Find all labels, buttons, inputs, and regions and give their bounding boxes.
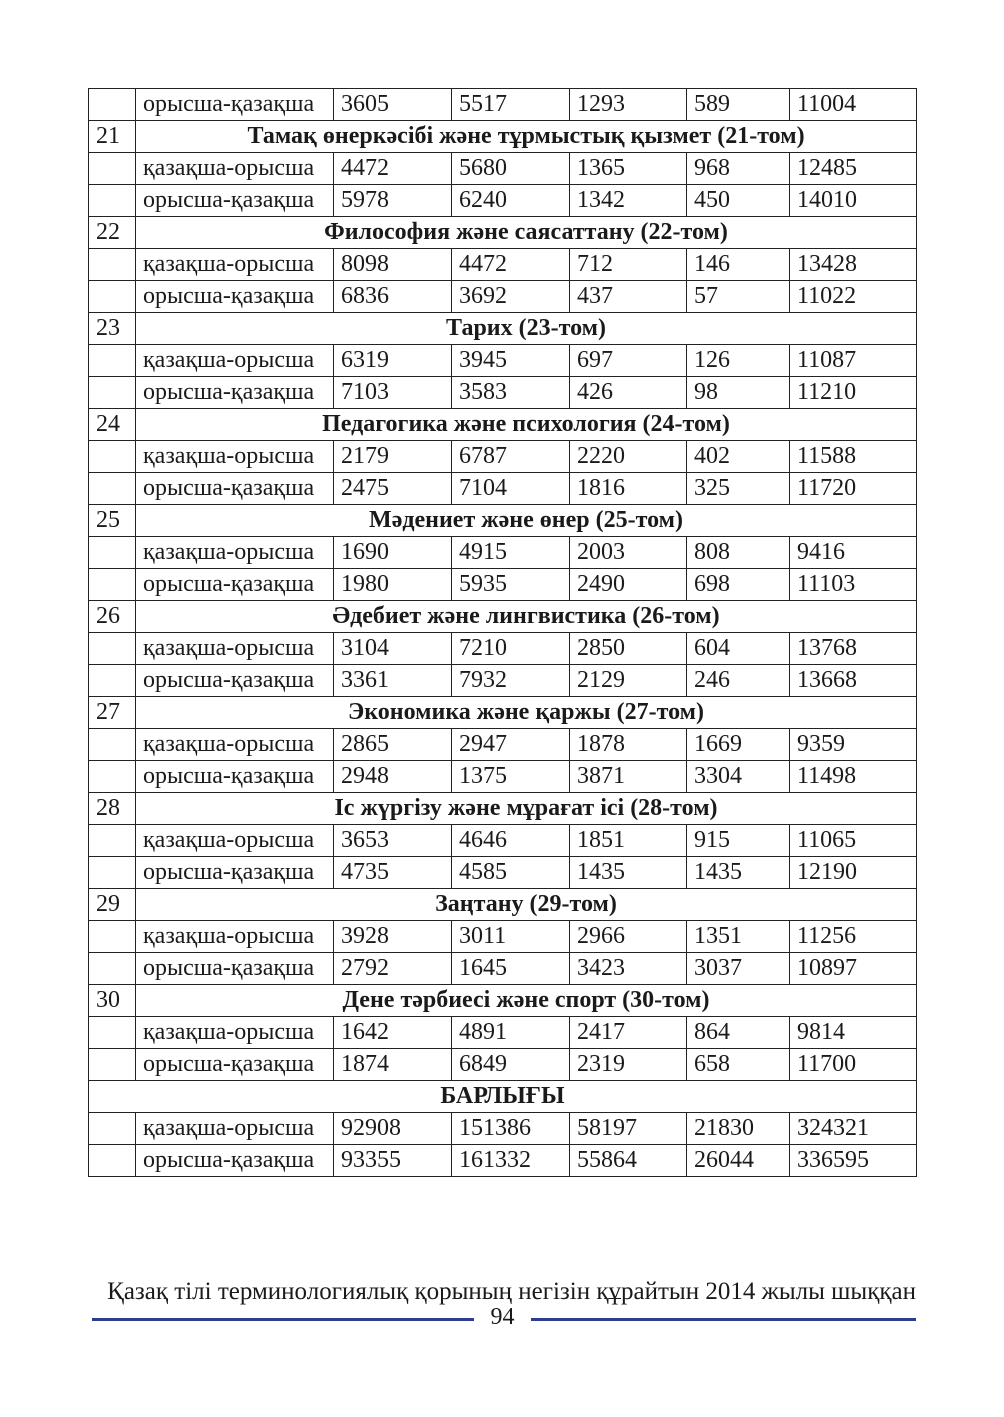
direction-cell: орысша-қазақша — [136, 569, 334, 601]
direction-cell: орысша-қазақша — [136, 1049, 334, 1081]
section-header-row — [89, 601, 917, 633]
section-number: 24 — [89, 409, 136, 441]
value-cell: 58197 — [570, 1113, 687, 1145]
row-number-cell — [89, 537, 136, 569]
table-row — [89, 185, 917, 217]
value-cell: 4915 — [452, 537, 570, 569]
value-cell: 11210 — [790, 377, 917, 409]
value-cell: 324321 — [790, 1113, 917, 1145]
value-cell: 14010 — [790, 185, 917, 217]
table-row — [89, 537, 917, 569]
value-cell: 1435 — [570, 857, 687, 889]
table-row — [89, 153, 917, 185]
row-number-cell — [89, 921, 136, 953]
value-cell: 589 — [687, 89, 790, 121]
value-cell: 1645 — [452, 953, 570, 985]
section-title: Тарих (23-том) — [136, 313, 917, 345]
table-body — [89, 89, 917, 1177]
direction-cell: орысша-қазақша — [136, 857, 334, 889]
row-number-cell — [89, 377, 136, 409]
value-cell: 4891 — [452, 1017, 570, 1049]
value-cell: 11700 — [790, 1049, 917, 1081]
section-number: 21 — [89, 121, 136, 153]
value-cell: 3423 — [570, 953, 687, 985]
value-cell: 712 — [570, 249, 687, 281]
value-cell: 246 — [687, 665, 790, 697]
direction-cell: қазақша-орысша — [136, 1017, 334, 1049]
value-cell: 11588 — [790, 441, 917, 473]
value-cell: 915 — [687, 825, 790, 857]
table-row — [89, 1145, 917, 1177]
section-title: Философия және саясаттану (22-том) — [136, 217, 917, 249]
direction-cell: қазақша-орысша — [136, 153, 334, 185]
direction-cell: орысша-қазақша — [136, 473, 334, 505]
value-cell: 2948 — [334, 761, 452, 793]
table-row — [89, 953, 917, 985]
value-cell: 7104 — [452, 473, 570, 505]
direction-cell: қазақша-орысша — [136, 921, 334, 953]
value-cell: 437 — [570, 281, 687, 313]
value-cell: 6849 — [452, 1049, 570, 1081]
row-number-cell — [89, 1113, 136, 1145]
value-cell: 9416 — [790, 537, 917, 569]
value-cell: 2319 — [570, 1049, 687, 1081]
value-cell: 3692 — [452, 281, 570, 313]
value-cell: 57 — [687, 281, 790, 313]
row-number-cell — [89, 249, 136, 281]
value-cell: 426 — [570, 377, 687, 409]
section-title: Дене тәрбиесі және спорт (30-том) — [136, 985, 917, 1017]
section-title: Тамақ өнеркәсібі және тұрмыстық қызмет (21-том) — [136, 121, 917, 153]
value-cell: 2490 — [570, 569, 687, 601]
value-cell: 11004 — [790, 89, 917, 121]
section-title: Мәдениет және өнер (25-том) — [136, 505, 917, 537]
value-cell: 2417 — [570, 1017, 687, 1049]
value-cell: 93355 — [334, 1145, 452, 1177]
value-cell: 1342 — [570, 185, 687, 217]
value-cell: 4646 — [452, 825, 570, 857]
value-cell: 11256 — [790, 921, 917, 953]
value-cell: 1874 — [334, 1049, 452, 1081]
direction-cell: қазақша-орысша — [136, 825, 334, 857]
value-cell: 1690 — [334, 537, 452, 569]
table-row — [89, 761, 917, 793]
value-cell: 9359 — [790, 729, 917, 761]
section-title: Әдебиет және лингвистика (26-том) — [136, 601, 917, 633]
value-cell: 1365 — [570, 153, 687, 185]
value-cell: 5935 — [452, 569, 570, 601]
value-cell: 13428 — [790, 249, 917, 281]
row-number-cell — [89, 345, 136, 377]
table-row — [89, 857, 917, 889]
section-header-row — [89, 697, 917, 729]
direction-cell: қазақша-орысша — [136, 537, 334, 569]
value-cell: 5680 — [452, 153, 570, 185]
value-cell: 11498 — [790, 761, 917, 793]
section-title: Экономика және қаржы (27-том) — [136, 697, 917, 729]
direction-cell: орысша-қазақша — [136, 665, 334, 697]
total-title: БАРЛЫҒЫ — [89, 1081, 917, 1113]
table-row — [89, 633, 917, 665]
table-row — [89, 825, 917, 857]
row-number-cell — [89, 825, 136, 857]
direction-cell: қазақша-орысша — [136, 345, 334, 377]
section-header-row — [89, 985, 917, 1017]
value-cell: 402 — [687, 441, 790, 473]
value-cell: 2179 — [334, 441, 452, 473]
direction-cell: қазақша-орысша — [136, 729, 334, 761]
value-cell: 604 — [687, 633, 790, 665]
direction-cell: орысша-қазақша — [136, 1145, 334, 1177]
direction-cell: орысша-қазақша — [136, 953, 334, 985]
value-cell: 11103 — [790, 569, 917, 601]
value-cell: 4735 — [334, 857, 452, 889]
section-title: Заңтану (29-том) — [136, 889, 917, 921]
table-row — [89, 569, 917, 601]
row-number-cell — [89, 665, 136, 697]
value-cell: 7932 — [452, 665, 570, 697]
page-number: 94 — [490, 1304, 515, 1330]
value-cell: 3104 — [334, 633, 452, 665]
value-cell: 92908 — [334, 1113, 452, 1145]
value-cell: 3583 — [452, 377, 570, 409]
value-cell: 968 — [687, 153, 790, 185]
section-number: 26 — [89, 601, 136, 633]
row-number-cell — [89, 473, 136, 505]
value-cell: 1980 — [334, 569, 452, 601]
table-row — [89, 441, 917, 473]
row-number-cell — [89, 185, 136, 217]
row-number-cell — [89, 729, 136, 761]
value-cell: 98 — [687, 377, 790, 409]
value-cell: 6319 — [334, 345, 452, 377]
table-row — [89, 89, 917, 121]
table-row — [89, 377, 917, 409]
value-cell: 1351 — [687, 921, 790, 953]
table-row — [89, 729, 917, 761]
direction-cell: орысша-қазақша — [136, 761, 334, 793]
section-title: Педагогика және психология (24-том) — [136, 409, 917, 441]
row-number-cell — [89, 761, 136, 793]
value-cell: 2129 — [570, 665, 687, 697]
value-cell: 3945 — [452, 345, 570, 377]
direction-cell: орысша-қазақша — [136, 185, 334, 217]
section-header-row — [89, 121, 917, 153]
value-cell: 126 — [687, 345, 790, 377]
section-number: 23 — [89, 313, 136, 345]
value-cell: 12485 — [790, 153, 917, 185]
row-number-cell — [89, 441, 136, 473]
value-cell: 2850 — [570, 633, 687, 665]
value-cell: 26044 — [687, 1145, 790, 1177]
value-cell: 6787 — [452, 441, 570, 473]
value-cell: 13768 — [790, 633, 917, 665]
value-cell: 3653 — [334, 825, 452, 857]
value-cell: 325 — [687, 473, 790, 505]
value-cell: 8098 — [334, 249, 452, 281]
value-cell: 9814 — [790, 1017, 917, 1049]
value-cell: 1375 — [452, 761, 570, 793]
section-number: 27 — [89, 697, 136, 729]
value-cell: 6240 — [452, 185, 570, 217]
value-cell: 3605 — [334, 89, 452, 121]
value-cell: 1435 — [687, 857, 790, 889]
section-header-row — [89, 217, 917, 249]
section-number: 30 — [89, 985, 136, 1017]
section-number: 22 — [89, 217, 136, 249]
section-header-row — [89, 889, 917, 921]
section-number: 29 — [89, 889, 136, 921]
section-number: 28 — [89, 793, 136, 825]
value-cell: 12190 — [790, 857, 917, 889]
value-cell: 55864 — [570, 1145, 687, 1177]
row-number-cell — [89, 89, 136, 121]
section-header-row — [89, 505, 917, 537]
value-cell: 5978 — [334, 185, 452, 217]
row-number-cell — [89, 281, 136, 313]
value-cell: 3304 — [687, 761, 790, 793]
value-cell: 7210 — [452, 633, 570, 665]
value-cell: 3928 — [334, 921, 452, 953]
direction-cell: қазақша-орысша — [136, 441, 334, 473]
row-number-cell — [89, 1049, 136, 1081]
value-cell: 13668 — [790, 665, 917, 697]
direction-cell: орысша-қазақша — [136, 281, 334, 313]
value-cell: 2003 — [570, 537, 687, 569]
section-number: 25 — [89, 505, 136, 537]
direction-cell: орысша-қазақша — [136, 377, 334, 409]
value-cell: 1851 — [570, 825, 687, 857]
value-cell: 1669 — [687, 729, 790, 761]
footer-rule-left — [92, 1318, 474, 1321]
table-row — [89, 1049, 917, 1081]
value-cell: 151386 — [452, 1113, 570, 1145]
direction-cell: қазақша-орысша — [136, 1113, 334, 1145]
value-cell: 161332 — [452, 1145, 570, 1177]
table-row — [89, 345, 917, 377]
row-number-cell — [89, 857, 136, 889]
value-cell: 658 — [687, 1049, 790, 1081]
table-row — [89, 1113, 917, 1145]
value-cell: 11087 — [790, 345, 917, 377]
value-cell: 3011 — [452, 921, 570, 953]
value-cell: 7103 — [334, 377, 452, 409]
value-cell: 11022 — [790, 281, 917, 313]
value-cell: 1878 — [570, 729, 687, 761]
value-cell: 808 — [687, 537, 790, 569]
row-number-cell — [89, 1145, 136, 1177]
value-cell: 21830 — [687, 1113, 790, 1145]
value-cell: 5517 — [452, 89, 570, 121]
value-cell: 6836 — [334, 281, 452, 313]
value-cell: 336595 — [790, 1145, 917, 1177]
terminology-table — [88, 88, 917, 1177]
total-header-row — [89, 1081, 917, 1113]
value-cell: 4585 — [452, 857, 570, 889]
row-number-cell — [89, 153, 136, 185]
section-header-row — [89, 793, 917, 825]
table-row — [89, 281, 917, 313]
row-number-cell — [89, 569, 136, 601]
value-cell: 3871 — [570, 761, 687, 793]
table-row — [89, 249, 917, 281]
table-row — [89, 665, 917, 697]
row-number-cell — [89, 1017, 136, 1049]
table-row — [89, 1017, 917, 1049]
value-cell: 146 — [687, 249, 790, 281]
table-row — [89, 921, 917, 953]
value-cell: 697 — [570, 345, 687, 377]
section-header-row — [89, 409, 917, 441]
footer-text: Қазақ тілі терминологиялық қорының негізін құрайтын 2014 жылы шыққан — [107, 1278, 916, 1305]
value-cell: 2966 — [570, 921, 687, 953]
direction-cell: қазақша-орысша — [136, 249, 334, 281]
value-cell: 698 — [687, 569, 790, 601]
value-cell: 2475 — [334, 473, 452, 505]
value-cell: 864 — [687, 1017, 790, 1049]
value-cell: 2792 — [334, 953, 452, 985]
value-cell: 1293 — [570, 89, 687, 121]
value-cell: 2865 — [334, 729, 452, 761]
value-cell: 11720 — [790, 473, 917, 505]
value-cell: 1816 — [570, 473, 687, 505]
value-cell: 4472 — [452, 249, 570, 281]
footer-rule-right — [531, 1318, 916, 1321]
value-cell: 10897 — [790, 953, 917, 985]
row-number-cell — [89, 633, 136, 665]
value-cell: 2947 — [452, 729, 570, 761]
value-cell: 450 — [687, 185, 790, 217]
direction-cell: орысша-қазақша — [136, 89, 334, 121]
value-cell: 2220 — [570, 441, 687, 473]
direction-cell: қазақша-орысша — [136, 633, 334, 665]
section-title: Іс жүргізу және мұрағат ісі (28-том) — [136, 793, 917, 825]
value-cell: 1642 — [334, 1017, 452, 1049]
value-cell: 3037 — [687, 953, 790, 985]
section-header-row — [89, 313, 917, 345]
row-number-cell — [89, 953, 136, 985]
value-cell: 3361 — [334, 665, 452, 697]
value-cell: 11065 — [790, 825, 917, 857]
value-cell: 4472 — [334, 153, 452, 185]
table-row — [89, 473, 917, 505]
